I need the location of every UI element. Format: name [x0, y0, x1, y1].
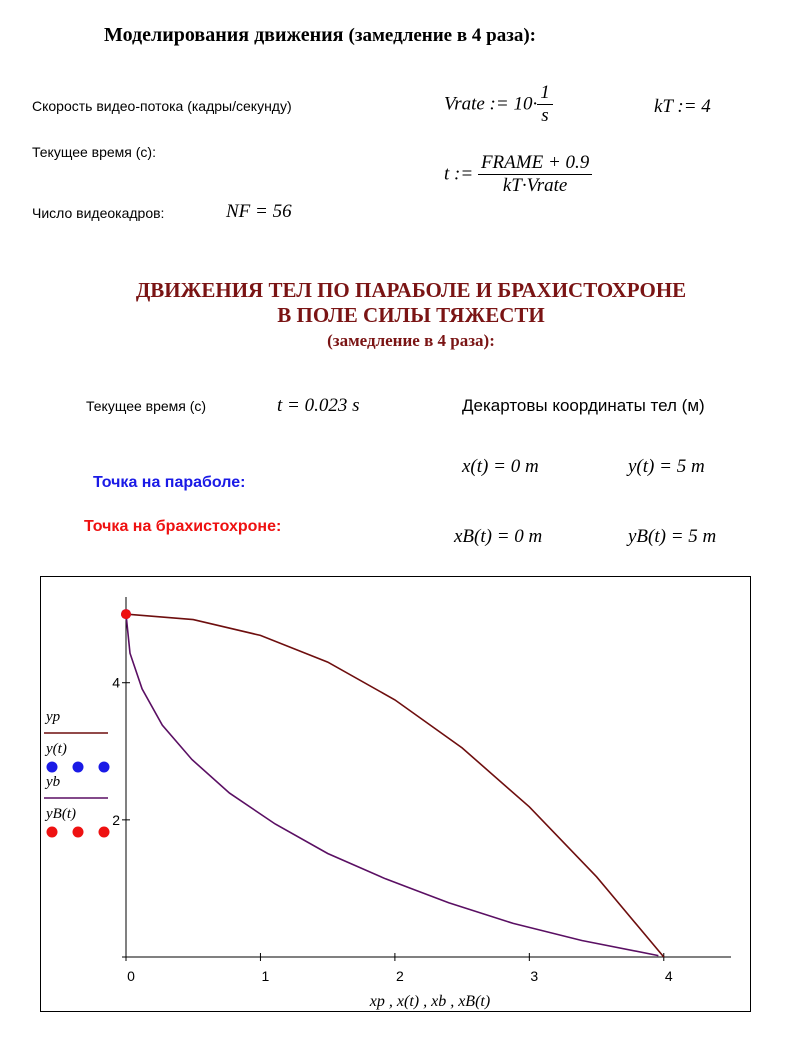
- x-tick-label: 2: [395, 968, 404, 984]
- title-paren: (замедление в 4 раза):: [348, 25, 536, 46]
- parabola-point-label: Точка на параболе:: [93, 474, 246, 491]
- x-tick-label: 1: [261, 968, 270, 984]
- legend-marker-yBt: [73, 827, 84, 838]
- current-time-label: Текущее время (с): [86, 398, 207, 414]
- series-yp-line: [126, 614, 664, 957]
- vrate-den: s: [537, 104, 553, 127]
- time-num: FRAME + 0.9: [480, 152, 590, 173]
- section-title-line3: (замедление в 4 раза):: [327, 331, 495, 350]
- section-title-line2: В ПОЛЕ СИЛЫ ТЯЖЕСТИ: [277, 303, 545, 327]
- y-tick-label: 4: [112, 674, 120, 691]
- legend-marker-yt: [47, 762, 58, 773]
- time-den: kT·Vrate: [478, 174, 592, 197]
- kt-definition: kT := 4: [654, 96, 711, 117]
- legend-marker-yBt: [99, 827, 110, 838]
- legend-label-1: y(t): [46, 741, 67, 757]
- x-tick-label: 4: [664, 968, 673, 984]
- vrate-num: 1: [540, 82, 550, 103]
- x-axis-label: xp , x(t) , xb , xB(t): [369, 993, 491, 1010]
- y-coordinate: y(t) = 5 m: [628, 456, 705, 477]
- legend-marker-yt: [73, 762, 84, 773]
- x-coordinate: x(t) = 0 m: [462, 456, 539, 477]
- xb-coordinate: xB(t) = 0 m: [454, 526, 543, 547]
- title-main: Моделирования движения: [104, 24, 344, 46]
- current-time-value: t = 0.023 s: [277, 395, 360, 416]
- legend-marker-yBt: [47, 827, 58, 838]
- section-title-line1: ДВИЖЕНИЯ ТЕЛ ПО ПАРАБОЛЕ И БРАХИСТОХРОНЕ: [135, 278, 687, 302]
- frames-value: NF = 56: [226, 201, 292, 222]
- y-tick-label: 2: [112, 811, 120, 828]
- vrate-lhs: Vrate := 10·: [444, 93, 538, 115]
- rate-label: Скорость видео-потока (кадры/секунду): [32, 98, 292, 114]
- series-yb-line: [126, 614, 658, 956]
- x-tick-label: 3: [530, 968, 539, 984]
- legend-label-2: yb: [46, 774, 61, 790]
- time-label: Текущее время (с):: [32, 144, 156, 160]
- time-lhs: t :=: [444, 163, 474, 185]
- x-tick-label: 0: [127, 968, 135, 984]
- legend-label-3: yB(t): [46, 806, 76, 822]
- coords-label: Декартовы координаты тел (м): [462, 396, 705, 415]
- legend-label-0: yp: [46, 709, 61, 725]
- series-yBt-point: [121, 609, 131, 619]
- legend-marker-yt: [99, 762, 110, 773]
- brachistochrone-point-label: Точка на брахистохроне:: [84, 518, 282, 535]
- frames-label: Число видеокадров:: [32, 205, 165, 221]
- yb-coordinate: yB(t) = 5 m: [628, 526, 717, 547]
